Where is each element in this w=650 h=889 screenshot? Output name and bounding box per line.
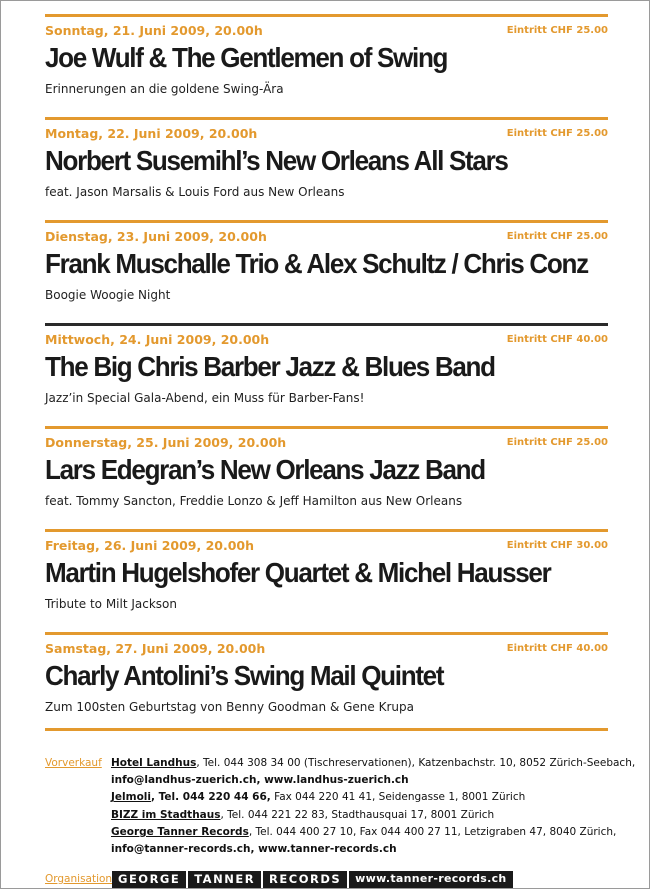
venue-link-jelmoli[interactable]: Jelmoli	[111, 791, 151, 804]
event-subtitle: Boogie Woogie Night	[45, 288, 171, 302]
event-2	[45, 117, 608, 220]
venue-link-landhus[interactable]: Hotel Landhus	[111, 757, 197, 769]
event-date: Mittwoch, 24. Juni 2009, 20.00h	[45, 332, 270, 347]
venue-phone: , Tel. 044 220 44 66,	[150, 791, 271, 804]
event-title: Charly Antolini’s Swing Mail Quintet	[45, 660, 444, 691]
vorverkauf-line	[111, 824, 617, 841]
vorverkauf-line	[111, 807, 611, 824]
event-price: Eintritt CHF 30.00	[506, 540, 608, 551]
vorverkauf-label: Vorverkauf	[45, 757, 102, 769]
venue-link-tanner[interactable]: George Tanner Records	[111, 825, 249, 838]
event-date: Donnerstag, 25. Juni 2009, 20.00h	[45, 435, 287, 450]
event-price: Eintritt CHF 25.00	[506, 437, 608, 448]
event-1	[45, 14, 608, 117]
event-date: Freitag, 26. Juni 2009, 20.00h	[45, 538, 255, 553]
venue-details: , Tel. 044 400 27 10, Fax 044 400 27 11, Letzigraben 47, 8040 Zürich,	[248, 825, 617, 838]
event-title: Joe Wulf & The Gentlemen of Swing	[45, 42, 448, 73]
event-date: Samstag, 27. Juni 2009, 20.00h	[45, 641, 266, 656]
vorverkauf-list	[111, 755, 636, 858]
event-7	[45, 632, 608, 735]
event-subtitle: feat. Tommy Sancton, Freddie Lonzo & Jeff Hamilton aus New Orleans	[45, 494, 463, 508]
vorverkauf-line[interactable]: info@landhus-zuerich.ch, www.landhus-zuerich.ch	[111, 774, 409, 787]
event-title: Martin Hugelshofer Quartet & Michel Hausser	[45, 557, 551, 588]
event-date: Dienstag, 23. Juni 2009, 20.00h	[45, 229, 267, 244]
divider	[45, 117, 608, 120]
organisation-label: Organisation	[45, 873, 113, 885]
vorverkauf-line[interactable]: info@tanner-records.ch, www.tanner-records.ch	[111, 843, 397, 856]
divider	[45, 426, 608, 429]
event-price: Eintritt CHF 25.00	[506, 231, 608, 242]
venue-link-bizz[interactable]: BIZZ im Stadthaus	[111, 808, 221, 821]
event-6	[45, 529, 608, 632]
venue-details: , Tel. 044 308 34 00 (Tischreservationen), Katzenbachstr. 10, 8052 Zürich-Seebach,	[196, 757, 636, 769]
organisation-url[interactable]: www.tanner-records.ch	[349, 871, 512, 888]
logo-box: GEORGE	[112, 871, 186, 888]
event-title: Frank Muschalle Trio & Alex Schultz / Chris Conz	[45, 248, 588, 279]
event-subtitle: Tribute to Milt Jackson	[45, 597, 177, 611]
event-date: Montag, 22. Juni 2009, 20.00h	[45, 126, 258, 141]
divider	[45, 220, 608, 223]
logo-box: TANNER	[188, 871, 261, 888]
event-subtitle: Erinnerungen an die goldene Swing-Ära	[45, 82, 284, 96]
event-price: Eintritt CHF 40.00	[506, 334, 608, 345]
event-title: The Big Chris Barber Jazz & Blues Band	[45, 351, 495, 382]
event-price: Eintritt CHF 25.00	[506, 25, 608, 36]
divider	[45, 529, 608, 532]
event-price: Eintritt CHF 40.00	[506, 643, 608, 654]
event-subtitle: Zum 100sten Geburtstag von Benny Goodman & Gene Krupa	[45, 700, 414, 714]
event-3	[45, 220, 608, 323]
divider	[45, 14, 608, 17]
venue-details: , Tel. 044 221 22 83, Stadthausquai 17, 8001 Zürich	[220, 808, 495, 821]
event-title: Norbert Susemihl’s New Orleans All Stars	[45, 145, 508, 176]
vorverkauf-line	[111, 755, 636, 772]
divider	[45, 323, 608, 326]
event-4	[45, 323, 608, 426]
organisation-logo	[112, 871, 515, 888]
event-price: Eintritt CHF 25.00	[506, 128, 608, 139]
vorverkauf-line	[111, 789, 611, 806]
logo-box: RECORDS	[263, 871, 347, 888]
event-title: Lars Edegran’s New Orleans Jazz Band	[45, 454, 485, 485]
event-date: Sonntag, 21. Juni 2009, 20.00h	[45, 23, 263, 38]
event-subtitle: feat. Jason Marsalis & Louis Ford aus New Orleans	[45, 185, 345, 199]
venue-details: Fax 044 220 41 41, Seidengasse 1, 8001 Zürich	[270, 791, 526, 804]
event-5	[45, 426, 608, 529]
event-subtitle: Jazz’in Special Gala-Abend, ein Muss für Barber-Fans!	[45, 391, 365, 405]
event-list	[45, 14, 608, 731]
divider	[45, 632, 608, 635]
